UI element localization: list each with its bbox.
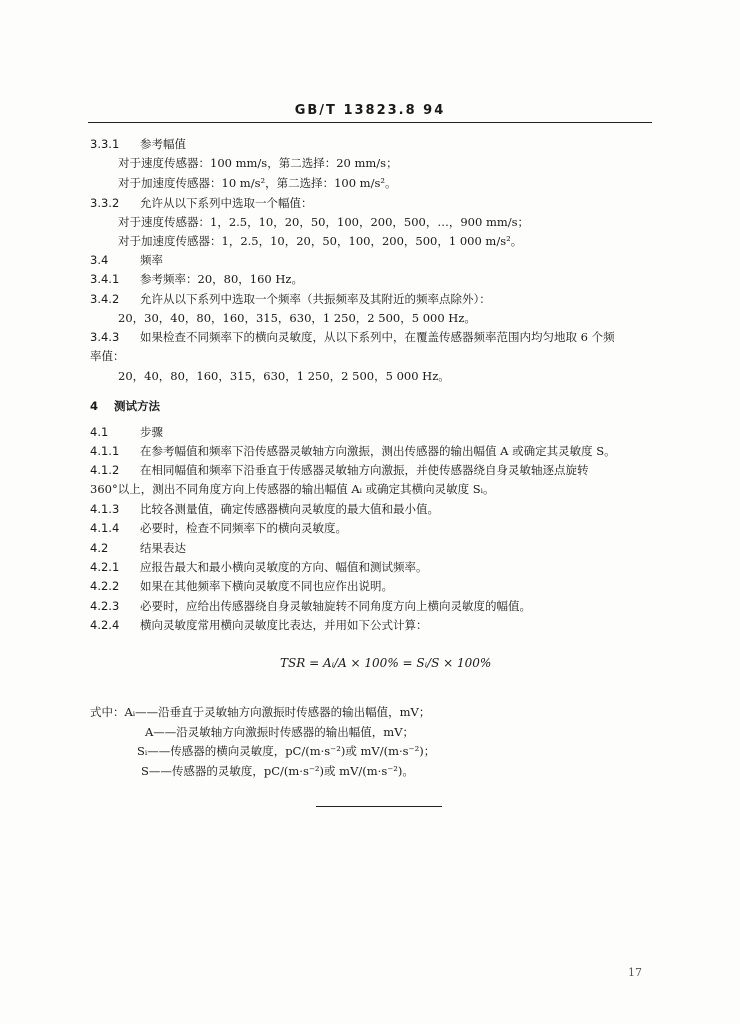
clause-number: 3.4.2 [90, 292, 120, 306]
clause-3-4-1 [90, 271, 303, 287]
definition-si: Sᵢ——传感器的横向灵敏度，pC/(m·s⁻²)或 mV/(m·s⁻²)； [137, 744, 436, 758]
clause-number: 4.1.4 [90, 521, 120, 535]
clause-number: 3.3.2 [90, 196, 120, 210]
clause-text: 允许从以下系列中选取一个频率（共振频率及其附近的频率点除外）： [140, 292, 491, 306]
section-title: 测试方法 [114, 399, 160, 413]
clause-text: 在相同幅值和频率下沿垂直于传感器灵敏轴方向激振，并使传感器绕自身灵敏轴逐点旋转 [140, 463, 589, 477]
clause-number: 4.2.4 [90, 618, 120, 632]
section-title: 步骤 [140, 425, 163, 439]
clause-text: 如果检查不同频率下的横向灵敏度，从以下系列中，在覆盖传感器频率范围内均匀地取 6 个频 [140, 330, 615, 344]
clause-4-2-2 [90, 578, 393, 594]
definition-ai: 式中：Aᵢ——沿垂直于灵敏轴方向激振时传感器的输出幅值，mV； [90, 705, 431, 719]
clause-text: 横向灵敏度常用横向灵敏度比表达，并用如下公式计算： [140, 618, 428, 632]
clause-3-3-2-item-b: 对于加速度传感器：1，2.5，10，20，50，100，200，500，1 000 m/s²。 [118, 234, 523, 248]
section-title: 频率 [140, 253, 163, 267]
clause-4-1-2-continuation: 360°以上，测出不同角度方向上传感器的输出幅值 Aᵢ 或确定其横向灵敏度 Sᵢ。 [90, 482, 495, 496]
end-rule [316, 806, 442, 807]
clause-text: 允许从以下系列中选取一个幅值： [140, 196, 313, 210]
clause-number: 4.1.1 [90, 444, 120, 458]
clause-3-4-2 [90, 291, 491, 307]
clause-text: 在参考幅值和频率下沿传感器灵敏轴方向激振，测出传感器的输出幅值 A 或确定其灵敏度 S。 [140, 444, 616, 458]
clause-3-4-3-values: 20，40，80，160，315，630，1 250，2 500，5 000 Hz。 [118, 369, 450, 383]
clause-number: 3.3.1 [90, 137, 120, 151]
clause-number: 4.2.3 [90, 599, 120, 613]
clause-4-1-3 [90, 501, 439, 517]
section-number: 4.2 [90, 541, 109, 555]
clause-number: 4.2.1 [90, 560, 120, 574]
clause-4-2-3 [90, 598, 531, 614]
clause-3-3-1-item-b: 对于加速度传感器：10 m/s²，第二选择：100 m/s²。 [118, 176, 397, 190]
page-number: 17 [628, 966, 642, 979]
section-4-2 [90, 540, 186, 556]
section-4-1 [90, 424, 163, 440]
clause-number: 4.1.2 [90, 463, 120, 477]
clause-3-4-3-continuation: 率值： [90, 349, 125, 363]
header-rule [88, 122, 652, 123]
clause-number: 3.4.3 [90, 330, 120, 344]
clause-text: 必要时，检查不同频率下的横向灵敏度。 [140, 521, 347, 535]
clause-3-4-3 [90, 329, 615, 345]
clause-text: 应报告最大和最小横向灵敏度的方向、幅值和测试频率。 [140, 560, 428, 574]
clause-3-3-2-item-a: 对于速度传感器：1，2.5，10，20，50，100，200，500，…，900 mm/s； [118, 215, 530, 229]
clause-text: 如果在其他频率下横向灵敏度不同也应作出说明。 [140, 579, 393, 593]
clause-3-4-2-values: 20，30，40，80，160，315，630，1 250，2 500，5 000 Hz。 [118, 311, 476, 325]
clause-number: 4.2.2 [90, 579, 120, 593]
clause-text: 参考频率：20，80，160 Hz。 [140, 272, 303, 286]
tsr-formula: TSR = Aᵢ/A × 100% = Sᵢ/S × 100% [280, 656, 492, 670]
definition-a: A——沿灵敏轴方向激振时传感器的输出幅值，mV； [145, 725, 415, 739]
clause-4-2-1 [90, 559, 428, 575]
clause-3-3-1 [90, 136, 186, 152]
clause-text: 必要时，应给出传感器绕自身灵敏轴旋转不同角度方向上横向灵敏度的幅值。 [140, 599, 531, 613]
clause-text: 参考幅值 [140, 137, 186, 151]
clause-4-1-1 [90, 443, 616, 459]
section-number: 4 [90, 399, 99, 413]
clause-number: 4.1.3 [90, 502, 120, 516]
clause-3-3-1-item-a: 对于速度传感器：100 mm/s，第二选择：20 mm/s； [118, 156, 398, 170]
section-title: 结果表达 [140, 541, 186, 555]
clause-4-1-4 [90, 520, 347, 536]
clause-4-1-2 [90, 462, 589, 478]
clause-number: 3.4.1 [90, 272, 120, 286]
clause-4-2-4 [90, 617, 428, 633]
section-number: 3.4 [90, 253, 109, 267]
section-4 [90, 398, 160, 414]
section-number: 4.1 [90, 425, 109, 439]
section-3-4 [90, 252, 163, 268]
definition-s: S——传感器的灵敏度，pC/(m·s⁻²)或 mV/(m·s⁻²)。 [141, 764, 414, 778]
clause-text: 比较各测量值，确定传感器横向灵敏度的最大值和最小值。 [140, 502, 439, 516]
clause-3-3-2 [90, 195, 313, 211]
page-header: GB/T 13823.8 94 [294, 103, 446, 118]
